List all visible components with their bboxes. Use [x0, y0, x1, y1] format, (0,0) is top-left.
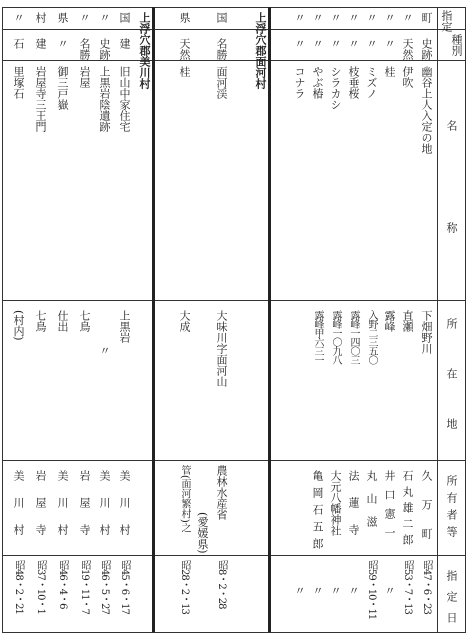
cell-name: 桂 [383, 66, 396, 77]
cell-owner: 岩屋寺 [34, 470, 47, 551]
cell-designation: 〃 [293, 12, 306, 23]
cell-designation: 〃 [401, 12, 414, 23]
cell-designation: 〃 [12, 12, 25, 23]
cell-location: 露峰一四〇三 [348, 310, 359, 364]
cell-category: 史跡 [98, 38, 111, 60]
section-divider-mikawa [152, 7, 155, 632]
cell-date: 〃 [347, 585, 360, 596]
section-title-omogo: 上浮穴郡面河村 [254, 12, 267, 89]
cell-owner: 石丸雄二郎 [401, 470, 414, 550]
cell-designation: 県 [178, 12, 191, 23]
cell-category: 名勝 [215, 38, 228, 60]
cell-designation: 町 [420, 12, 433, 23]
cell-name: 桂 [178, 66, 191, 77]
cell-date: 〃 [311, 585, 324, 596]
cell-designation: 〃 [347, 12, 360, 23]
cell-owner: 久万町 [420, 470, 433, 557]
cell-category: 天然 [401, 38, 414, 60]
cell-location: 直瀬 [401, 310, 414, 332]
cell-designation: 国 [215, 12, 228, 23]
table-right-border [465, 7, 466, 632]
cell-category: 天然 [178, 38, 191, 60]
cell-location: 入野二三五〇 [366, 310, 377, 364]
cell-location: 露峰甲六三一 [312, 310, 323, 364]
cell-owner: 亀岡石五郎 [311, 470, 324, 555]
cell-designation: 国 [118, 12, 131, 23]
cell-owner: 丸山滋 [365, 470, 378, 539]
cell-location: 大成 [178, 310, 191, 332]
cell-designation: 県 [56, 12, 69, 23]
cell-owner-note: 管(面河繁村)之 [179, 465, 190, 533]
cell-location: 下畑野川 [420, 310, 433, 354]
cell-date: 昭47・6・23 [421, 560, 432, 614]
cell-designation: 村 [34, 12, 47, 23]
cell-name: やぶ椿 [311, 66, 324, 99]
cell-category: 〃 [293, 38, 306, 49]
cell-owner: 大元八幡神社 [329, 470, 342, 536]
table-bottom-border [2, 632, 466, 633]
header-owner: 所有者等 [445, 475, 458, 543]
header-designation: 指定 [440, 10, 453, 32]
name-row-divider [2, 300, 466, 301]
cell-date: 昭28・2・13 [179, 560, 190, 614]
cell-location: 露峰 [383, 310, 396, 332]
cell-date: 昭37・10・1 [35, 560, 46, 614]
cell-name: コナラ [293, 66, 306, 99]
cell-name: 里塚石 [12, 66, 25, 99]
cell-date: 昭48・2・21 [13, 560, 24, 614]
cell-location: 七鳥 [78, 310, 91, 332]
cell-category: 〃 [347, 38, 360, 49]
cell-date: 〃 [329, 585, 342, 596]
cell-category: 建 [34, 38, 47, 49]
header-row-divider [2, 29, 466, 30]
cell-designation: 〃 [98, 12, 111, 23]
cell-date: 昭46・4・6 [57, 560, 68, 609]
cell-date: 昭19・11・7 [79, 560, 90, 614]
cell-date: 昭59・10・11 [366, 560, 377, 620]
cell-designation: 〃 [365, 12, 378, 23]
cell-date: 昭45・6・17 [119, 560, 130, 614]
cell-name: 枝垂桜 [347, 66, 360, 99]
cell-date: 昭8・2・28 [216, 560, 227, 609]
section-divider-omogo [268, 7, 271, 632]
cell-category: 史跡 [420, 38, 433, 60]
cell-name: 岩屋 [78, 66, 91, 88]
cell-category: 〃 [329, 38, 342, 49]
section-title-mikawa: 上浮穴郡美川村 [138, 12, 151, 89]
cell-location: 〃 [98, 345, 111, 356]
cell-category: 〃 [56, 38, 69, 49]
cell-owner: 岩屋寺 [78, 470, 91, 551]
cell-location: (村内) [12, 310, 25, 341]
cell-date: 〃 [293, 585, 306, 596]
cell-owner: 井口憲一 [383, 470, 396, 546]
cell-name: ミズノ [365, 66, 378, 99]
location-row-divider [2, 460, 466, 461]
cell-category: 〃 [311, 38, 324, 49]
cell-location: 仕出 [56, 310, 69, 332]
cell-name: 上黒岩陰遺跡 [98, 66, 111, 132]
cell-name: 旧山中家住宅 [118, 66, 131, 132]
cell-name: シラカシ [329, 66, 342, 110]
cell-category: 〃 [365, 38, 378, 49]
cell-owner: 農林水産省 [215, 465, 228, 520]
cell-designation: 〃 [78, 12, 91, 23]
cell-name: 御三戸嶽 [56, 66, 69, 110]
cell-designation: 〃 [383, 12, 396, 23]
header-name: 名 称 [445, 120, 458, 273]
cell-location: 大味川字面河山 [215, 310, 228, 387]
cell-date: 〃 [383, 585, 396, 596]
table-left-border [2, 7, 3, 632]
cell-owner: (愛媛県) [196, 512, 209, 554]
cell-owner: 美川村 [98, 470, 111, 551]
header-location: 所 在 地 [445, 318, 458, 443]
header-date: 指定日 [445, 570, 458, 633]
cell-category: 建 [118, 38, 131, 49]
cell-designation: 〃 [329, 12, 342, 23]
cell-category: 名勝 [78, 38, 91, 60]
cell-name: 伊吹 [401, 66, 414, 88]
cell-category: 〃 [383, 38, 396, 49]
category-row-divider [2, 60, 466, 61]
cell-location: 七鳥 [34, 310, 47, 332]
cell-location: 露峰一〇九八 [330, 310, 341, 364]
cell-category: 石 [12, 38, 25, 49]
cell-designation: 〃 [311, 12, 324, 23]
cell-owner: 美川村 [56, 470, 69, 551]
cell-name: 面河渓 [215, 66, 228, 99]
table-top-border [2, 7, 466, 8]
owner-row-divider [2, 555, 466, 556]
cell-owner: 法蓮寺 [347, 470, 360, 551]
cell-date: 昭53・7・13 [402, 560, 413, 614]
header-category: 種別 [450, 34, 463, 56]
cell-name: 幽谷上人入定の地 [420, 66, 433, 154]
cell-name: 岩屋寺三王門 [34, 66, 47, 132]
cell-location: 上黒岩 [118, 310, 131, 343]
header-column-divider [437, 7, 438, 632]
cell-owner: 美川村 [118, 470, 131, 551]
cell-owner: 美川村 [12, 470, 25, 551]
cell-date: 昭46・5・27 [99, 560, 110, 614]
